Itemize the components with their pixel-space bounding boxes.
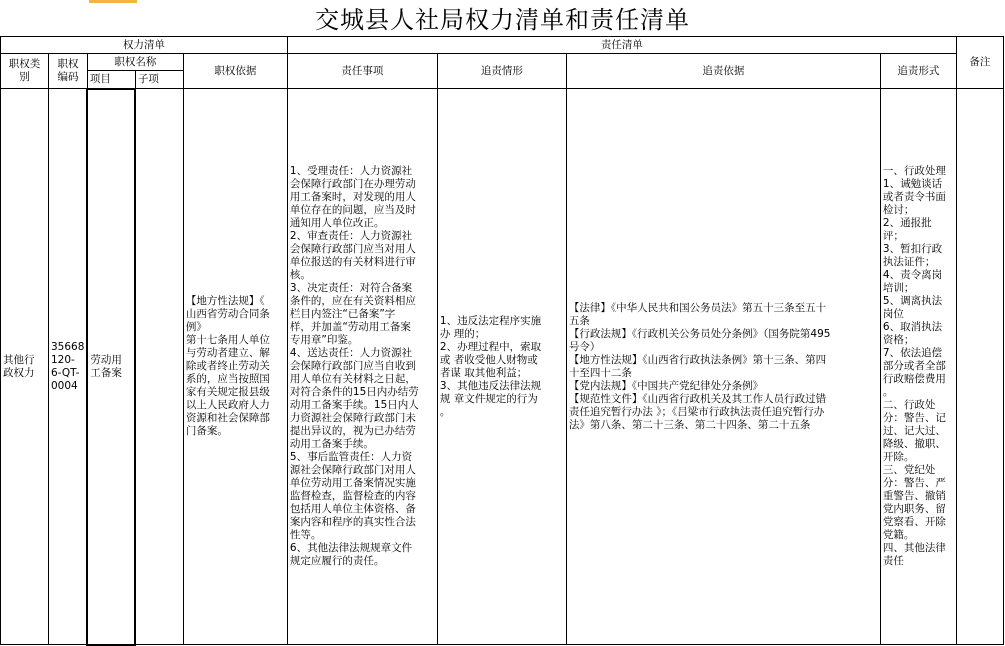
power-category-header[interactable] [1, 54, 49, 89]
accountability-situation-header[interactable]: 追责情形 [437, 54, 566, 89]
situation-text: 1、违反法定程序实施 办 理的； 2、办理过程中，索取 或 者收受他人财物或 者谋 取其他利益； 3、其他违反法律法规 规 章文件规定的行为 。 [439, 314, 542, 418]
power-code-header[interactable] [49, 54, 88, 89]
duty-list-header[interactable]: 责任清单 [287, 37, 956, 54]
subitem-header[interactable]: 子项 [135, 71, 183, 89]
category-cell[interactable] [1, 89, 49, 645]
basis-cell[interactable] [183, 89, 287, 645]
sheet-title: 交城县人社局权力清单和责任清单 [315, 6, 690, 34]
duties-cell[interactable] [287, 89, 437, 645]
situation-cell[interactable] [437, 89, 566, 645]
accountability-form-header[interactable]: 追责形式 [880, 54, 956, 89]
category-text: 其他行 政权力 [3, 353, 35, 379]
accountability-basis-cell[interactable] [566, 89, 880, 645]
item-header[interactable]: 项目 [87, 71, 135, 89]
power-code-header-text: 职权 编码 [57, 58, 79, 83]
duties-text: 1、受理责任：人力资源社 会保障行政部门在办理劳动 用工备案时，对发现的用人 单位存在的问题，应当及时 通知用人单位改正。 2、审查责任：人力资源社 会保障行政部门应当对用人 单位报送的有关材料进行审 核。 3、决定责任：对符合备案 条件的，应在有关资料相应 栏目内签注“已备案”字 样，并加盖“劳动用工备案 专用章”印鉴。 4、送达责任：人力资源社 会保障行政部门应当自收到 用人单位有关材料之日起， 对符合条件的15日内办结劳 动用工备案手续。15日内人 力资源社会保障行政部门未 提出异议的，视为已办结劳 动用工备案手续。 5、事后监管责任：人力资 源社会保障行政部门对用人 单位劳动用工备案情况实施 监督检查，监督检查的内容 包括用人单位主体资格、备 案内容和程序的真实性合法 性等。 6、其他法律法规规章文件 规定应履行的责任。 [289, 165, 419, 567]
item-cell[interactable] [87, 89, 135, 645]
accountability-form-cell[interactable] [880, 89, 956, 645]
subitem-cell[interactable] [135, 89, 183, 645]
basis-text: 【地方性法规】《 山西省劳动合同条 例》 第十七条用人单位 与劳动者建立、解 除或者终止劳动关 系的，应当按照国 家有关规定报县级 以上人民政府人力 资源和社会保障部 门备案。 [185, 295, 270, 437]
power-basis-header[interactable]: 职权依据 [183, 54, 287, 89]
power-duty-table [0, 36, 1004, 646]
accountability-form-text: 一、行政处理 1、诫勉谈话 或者责令书面 检讨； 2、通报批 评； 3、暂扣行政 执法证件； 4、责令离岗 培训； 5、调离执法 岗位 6、取消执法 资格； 7、依法追偿 部分或者全部 行政赔偿费用 。 二、行政处 分：警告、记 过、记大过、 降级、撤职、 开除。 三、党纪处 分：警告、严 重警告、撤销 党内职务、留 党察看、开除 党籍。 四、其他法律 责任 [882, 165, 946, 567]
accountability-basis-header[interactable]: 追责依据 [566, 54, 880, 89]
remarks-cell[interactable] [956, 89, 1003, 645]
power-name-header[interactable]: 职权名称 [87, 54, 183, 71]
power-list-header[interactable]: 权力清单 [1, 37, 288, 54]
code-text: 35668 120- 6-QT- 0004 [51, 340, 85, 392]
selected-cell-highlight [89, 0, 137, 3]
remarks-header[interactable]: 备注 [956, 37, 1003, 89]
accountability-basis-text: 【法律】《中华人民共和国公务员法》第五十三条至五十 五条 【行政法规】《行政机关公务员处分条例》（国务院第495 号令） 【地方性法规】《山西省行政执法条例》第十三条、第四 十至四十二条 【党内法规】《中国共产党纪律处分条例》 【规范性文件】《山西省行政机关及其工作人员行政过错 责任追究暂行办法 》；《吕梁市行政执法责任追究暂行办 法》第八条、第二十三条、第二十四条、第二十五条 [568, 301, 831, 431]
code-cell[interactable] [49, 89, 88, 645]
duty-items-header[interactable]: 责任事项 [287, 54, 437, 89]
power-category-header-text: 职权类 别 [8, 58, 41, 83]
item-text: 劳动用 工备案 [90, 353, 122, 379]
